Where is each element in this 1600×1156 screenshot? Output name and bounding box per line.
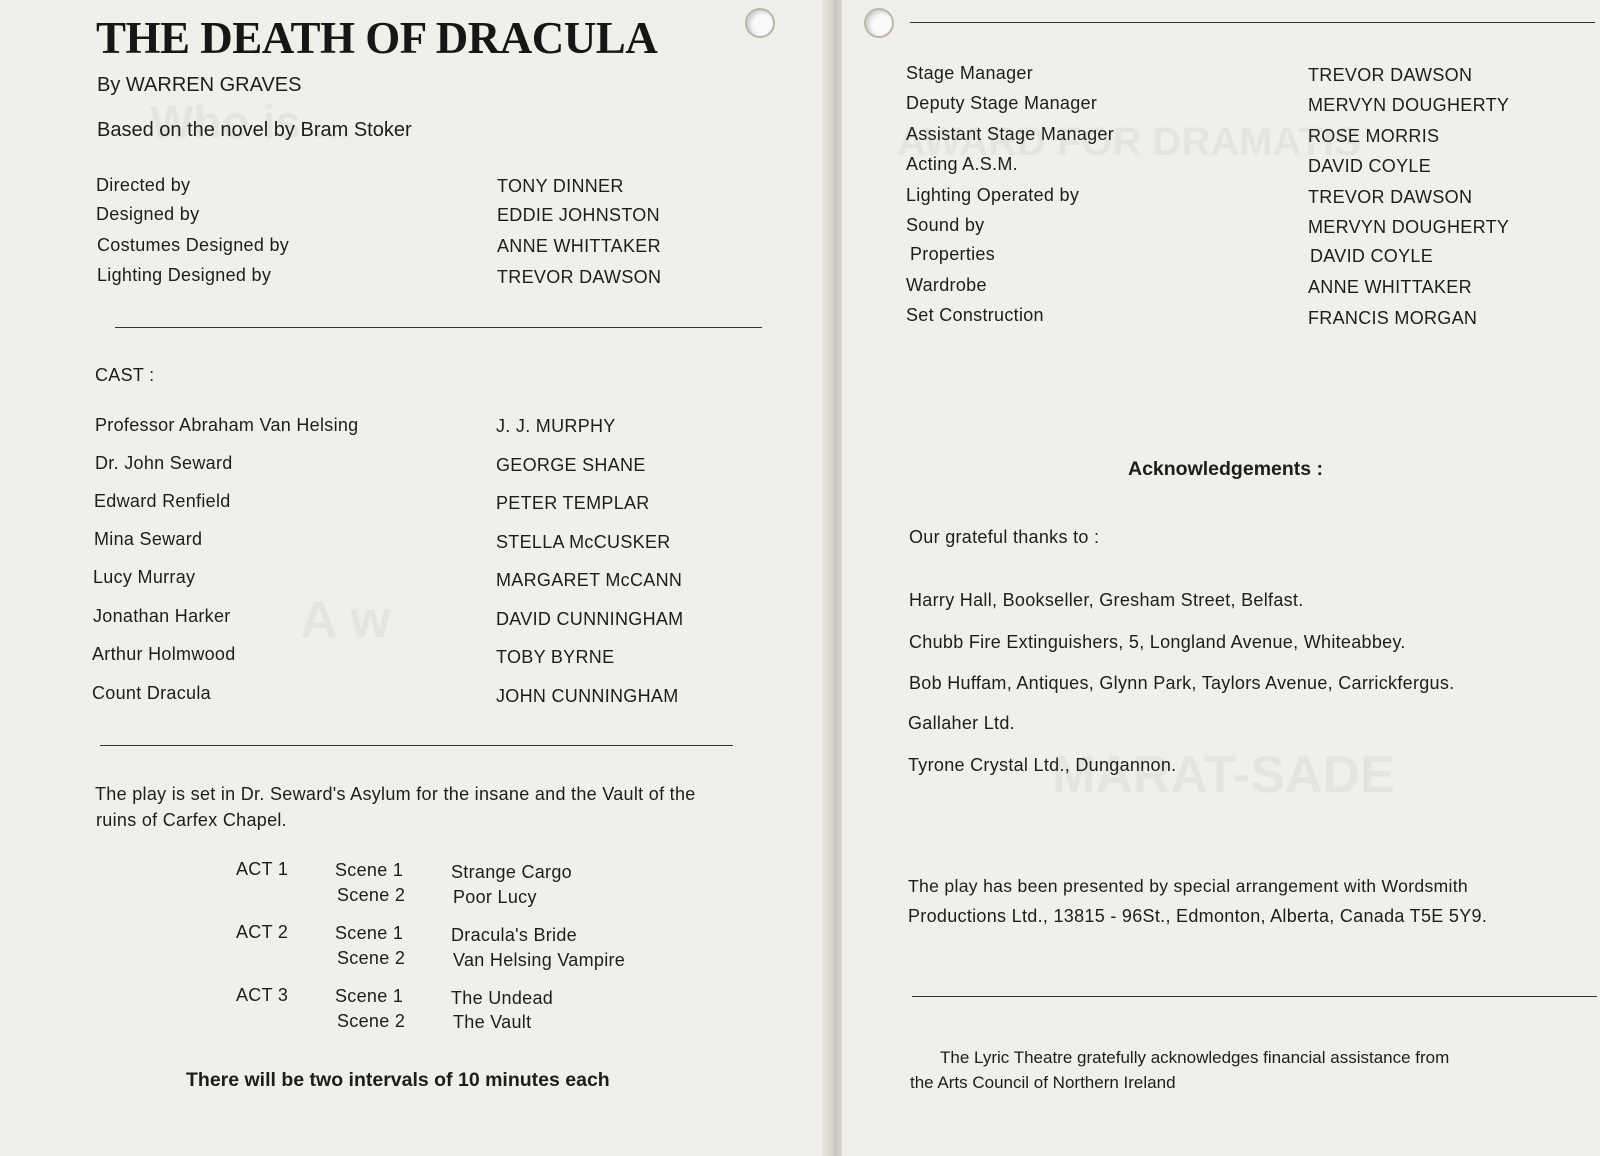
crew-name: MERVYN DOUGHERTY xyxy=(1308,95,1510,115)
scene-label: Scene 2 xyxy=(337,885,406,905)
cast-actor: STELLA McCUSKER xyxy=(496,532,671,552)
lyric-theatre-note: The Lyric Theatre gratefully acknowledges financial assistance from xyxy=(940,1048,1450,1067)
credit-role: Directed by xyxy=(96,175,191,195)
scene-label: Scene 2 xyxy=(337,1011,406,1031)
crew-role: Sound by xyxy=(906,215,985,235)
binding-hole xyxy=(864,8,894,38)
cast-role: Count Dracula xyxy=(92,683,211,703)
author-line: By WARREN GRAVES xyxy=(97,74,302,96)
crew-role: Wardrobe xyxy=(906,275,987,295)
cast-actor: TOBY BYRNE xyxy=(496,647,615,667)
based-on-line: Based on the novel by Bram Stoker xyxy=(97,119,412,141)
thanks-item: Gallaher Ltd. xyxy=(908,713,1015,733)
arrangement-text: The play has been presented by special arrangement with Wordsmith xyxy=(908,876,1468,896)
cast-actor: JOHN CUNNINGHAM xyxy=(496,686,679,706)
cast-role: Edward Renfield xyxy=(94,491,231,511)
crew-role: Assistant Stage Manager xyxy=(906,124,1115,144)
cast-heading: CAST : xyxy=(95,365,155,385)
setting-text: ruins of Carfex Chapel. xyxy=(96,810,287,830)
scene-title: The Vault xyxy=(453,1012,532,1032)
crew-role: Properties xyxy=(910,244,996,264)
credit-role: Designed by xyxy=(96,204,200,224)
divider xyxy=(100,745,733,746)
crew-name: DAVID COYLE xyxy=(1310,246,1433,266)
divider xyxy=(115,327,762,328)
scene-label: Scene 1 xyxy=(335,986,404,1006)
thanks-item: Bob Huffam, Antiques, Glynn Park, Taylors Avenue, Carrickfergus. xyxy=(909,673,1455,693)
credit-role: Costumes Designed by xyxy=(97,235,290,255)
scene-title: Strange Cargo xyxy=(451,862,572,882)
act-label: ACT 2 xyxy=(236,922,289,942)
thanks-intro: Our grateful thanks to : xyxy=(909,527,1100,547)
credit-name: EDDIE JOHNSTON xyxy=(497,205,660,225)
acknowledgements-heading: Acknowledgements : xyxy=(1128,458,1324,480)
crew-role: Deputy Stage Manager xyxy=(906,93,1098,113)
credit-role: Lighting Designed by xyxy=(97,265,272,285)
cast-role: Professor Abraham Van Helsing xyxy=(95,415,359,435)
cast-actor: GEORGE SHANE xyxy=(496,455,646,475)
cast-role: Mina Seward xyxy=(94,529,203,549)
act-label: ACT 1 xyxy=(236,859,289,879)
crew-name: ROSE MORRIS xyxy=(1308,126,1440,146)
divider xyxy=(910,22,1595,23)
play-title: THE DEATH OF DRACULA xyxy=(96,13,658,63)
crew-role: Acting A.S.M. xyxy=(906,154,1018,174)
crew-name: DAVID COYLE xyxy=(1308,156,1431,176)
right-page xyxy=(842,0,1600,1156)
thanks-item: Chubb Fire Extinguishers, 5, Longland Avenue, Whiteabbey. xyxy=(909,632,1406,652)
crew-name: FRANCIS MORGAN xyxy=(1308,308,1478,328)
scene-title: Poor Lucy xyxy=(453,887,537,907)
crew-name: MERVYN DOUGHERTY xyxy=(1308,217,1510,237)
scene-label: Scene 2 xyxy=(337,948,406,968)
crew-role: Set Construction xyxy=(906,305,1044,325)
crew-name: TREVOR DAWSON xyxy=(1308,187,1473,207)
cast-role: Dr. John Seward xyxy=(95,453,233,473)
thanks-item: Tyrone Crystal Ltd., Dungannon. xyxy=(908,755,1177,775)
act-label: ACT 3 xyxy=(236,985,289,1005)
crew-role: Stage Manager xyxy=(906,63,1033,83)
cast-actor: MARGARET McCANN xyxy=(496,570,683,590)
credit-name: ANNE WHITTAKER xyxy=(497,236,661,256)
cast-role: Jonathan Harker xyxy=(93,606,231,626)
cast-actor: J. J. MURPHY xyxy=(496,416,616,436)
scene-title: Van Helsing Vampire xyxy=(453,950,626,970)
lyric-theatre-note: the Arts Council of Northern Ireland xyxy=(910,1073,1176,1092)
divider xyxy=(912,996,1597,997)
scene-title: The Undead xyxy=(451,988,554,1008)
arrangement-text: Productions Ltd., 13815 - 96St., Edmonton, Alberta, Canada T5E 5Y9. xyxy=(908,906,1488,926)
thanks-item: Harry Hall, Bookseller, Gresham Street, Belfast. xyxy=(909,590,1304,610)
intervals-note: There will be two intervals of 10 minutes each xyxy=(186,1069,610,1091)
credit-name: TREVOR DAWSON xyxy=(497,267,662,287)
cast-role: Arthur Holmwood xyxy=(92,644,236,664)
binding-hole xyxy=(745,8,775,38)
credit-name: TONY DINNER xyxy=(497,176,624,196)
setting-text: The play is set in Dr. Seward's Asylum for the insane and the Vault of the xyxy=(95,784,696,804)
cast-actor: PETER TEMPLAR xyxy=(496,493,650,513)
scene-title: Dracula's Bride xyxy=(451,925,577,945)
crew-name: TREVOR DAWSON xyxy=(1308,65,1473,85)
cast-role: Lucy Murray xyxy=(93,567,196,587)
scene-label: Scene 1 xyxy=(335,923,404,943)
cast-actor: DAVID CUNNINGHAM xyxy=(496,609,684,629)
show-through-text xyxy=(300,590,391,650)
crew-name: ANNE WHITTAKER xyxy=(1308,277,1472,297)
crew-role: Lighting Operated by xyxy=(906,185,1080,205)
scene-label: Scene 1 xyxy=(335,860,404,880)
